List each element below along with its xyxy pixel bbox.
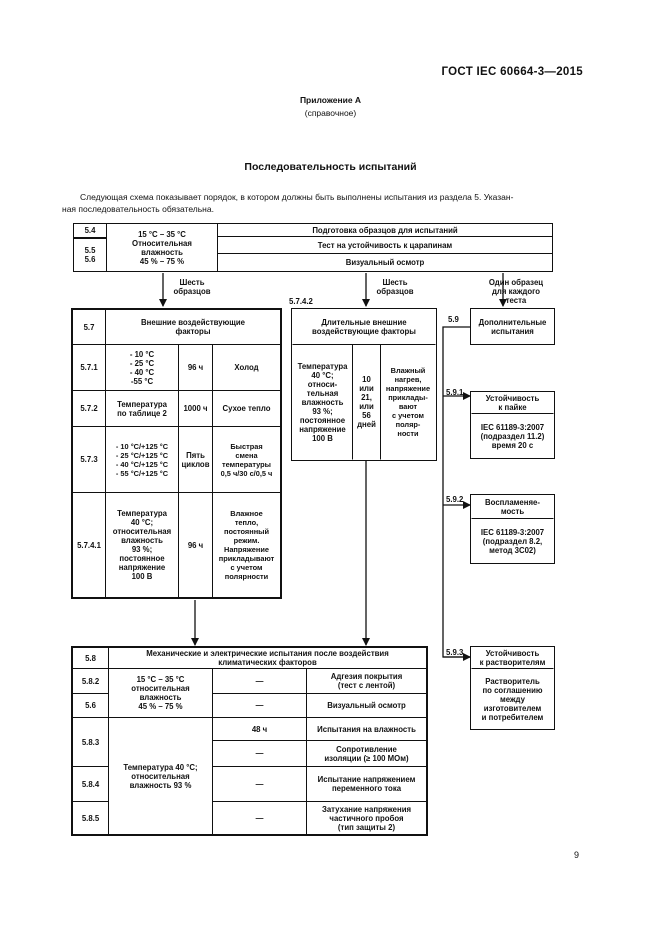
extra-item-body: [471, 414, 554, 458]
extra-item-clause: 5.9.2: [446, 495, 464, 504]
cond-line: - 10 °C/+125 °C: [115, 441, 169, 451]
name-line: переменного тока: [331, 784, 402, 793]
cond-line: -55 °C: [130, 376, 154, 386]
name-line: температуры: [222, 459, 271, 469]
env-title: [105, 309, 281, 345]
one-1: Один образец: [488, 278, 544, 287]
name-line: полярности: [224, 572, 269, 581]
item-title-line: мость: [500, 507, 525, 516]
env-row-duration: [178, 426, 213, 493]
mech-row-duration: —: [212, 801, 307, 835]
env-title-1: Внешние воздействующие: [141, 318, 245, 327]
branch-label-one-sample: [480, 278, 552, 305]
six-b-2: образцов: [376, 287, 414, 296]
top-cond-3: влажность: [141, 247, 183, 257]
long-duration: [352, 344, 381, 460]
cond-line: влажность: [301, 397, 344, 407]
mech-title-2: климатических факторов: [218, 658, 317, 667]
intro-line-1: Следующая схема показывает порядок, в котором должны быть выполнены испытания из раздела 5. Указан-: [80, 192, 514, 202]
item-body-line: Растворитель: [485, 676, 540, 686]
env-row-cond: [105, 492, 179, 598]
mech-row-name: [306, 801, 427, 835]
extra-title: [470, 308, 555, 345]
mech-row-clause: 5.8.4: [72, 766, 109, 802]
cond-line: Температура: [117, 509, 167, 518]
item-body-line: IEC 61189-3:2007: [480, 527, 545, 537]
section-title: Последовательность испытаний: [244, 161, 417, 173]
cond-line: по таблице 2: [117, 408, 167, 418]
cond-line: напряжение: [299, 424, 346, 434]
extra-item-clause: 5.9.3: [446, 648, 464, 657]
cond-line: 100 В: [131, 572, 153, 581]
extra-item-title: [471, 392, 554, 414]
name-line: вают: [398, 402, 418, 411]
cond-line: относительная: [131, 771, 190, 781]
name-line: Испытание напряжением: [317, 775, 416, 784]
env-row-name: [212, 426, 281, 493]
step-visual-inspection: Визуальный осмотр: [217, 253, 553, 272]
page-number: 9: [573, 850, 579, 860]
mech-cond-humid: [108, 717, 213, 835]
item-title-line: к растворителям: [479, 658, 546, 667]
item-title-line: Устойчивость: [485, 394, 540, 403]
cond-line: 93 %;: [131, 545, 153, 554]
mech-row-clause: 5.8.5: [72, 801, 109, 835]
long-title-1: Длительные внешние: [321, 318, 407, 327]
six-b-1: Шесть: [382, 278, 408, 287]
name-line: 0,5 ч/30 с/0,5 ч: [220, 468, 273, 478]
extra-title-1: Дополнительные: [478, 317, 547, 327]
env-row-cond: [105, 426, 179, 493]
mech-row-clause: 5.8.2: [72, 668, 109, 694]
item-body-line: по соглашению: [482, 685, 543, 695]
cond-line: относительная: [112, 527, 172, 536]
mech-row-name: [306, 766, 427, 802]
dur-line: дней: [357, 420, 376, 429]
env-row-clause: 5.7.3: [72, 426, 106, 493]
mech-title: [108, 647, 427, 669]
six-a-1: Шесть: [179, 278, 205, 287]
item-title-line: Воспламеняе-: [485, 498, 540, 507]
mech-row-clause: 5.8.3: [72, 717, 109, 767]
top-cond-1: 15 °C – 35 °C: [138, 229, 186, 239]
long-name: [380, 344, 436, 460]
cond-line: 40 °C;: [130, 518, 154, 527]
appendix-subtitle: (справочное): [304, 108, 357, 118]
mech-row-clause: 5.6: [72, 693, 109, 718]
name-line: Влажный: [390, 366, 426, 375]
one-2: для каждого: [491, 287, 540, 296]
clause-5-5: 5.5: [84, 246, 96, 255]
item-title-line: к пайке: [498, 403, 527, 412]
cond-line: влажность: [139, 693, 182, 702]
name-line: (тип защиты 2): [337, 822, 396, 832]
env-title-2: факторы: [175, 327, 211, 336]
item-body-line: IEC 61189-3:2007: [480, 422, 545, 432]
item-body-line: время 20 с: [491, 440, 534, 450]
item-body-line: и потребителем: [481, 712, 544, 722]
name-line: с учетом: [230, 563, 263, 572]
cond-line: относи-: [307, 379, 338, 389]
extra-item-body: [471, 519, 554, 563]
extra-clause: 5.9: [448, 315, 459, 324]
name-line: с учетом: [392, 411, 424, 420]
dur-line: Пять: [186, 450, 205, 460]
env-row-clause: 5.7.2: [72, 390, 106, 427]
cond-line: - 55 °C/+125 °C: [115, 468, 169, 478]
name-line: (тест с лентой): [337, 681, 396, 690]
name-line: Влажное: [230, 509, 263, 518]
mech-row-duration: —: [212, 740, 307, 767]
mech-row-duration: —: [212, 668, 307, 694]
env-row-clause: 5.7.4.1: [72, 492, 106, 598]
step-scratch-test: Тест на устойчивость к царапинам: [217, 236, 553, 254]
standard-designation: ГОСТ IEC 60664-3—2015: [441, 66, 583, 78]
mech-row-name: [306, 740, 427, 767]
dur-line: или: [359, 402, 374, 411]
name-line: Затухание напряжения: [321, 804, 412, 814]
cond-line: 15 °C – 35 °C: [136, 675, 185, 684]
appendix-title: Приложение А: [299, 95, 362, 105]
name-line: постоянный: [223, 527, 270, 536]
cond-line: - 10 °C: [129, 349, 155, 359]
long-cond: [292, 344, 353, 460]
name-line: поляр-: [395, 420, 421, 429]
cond-line: - 25 °C: [129, 358, 155, 368]
extra-bracket-line: [443, 327, 470, 657]
mech-row-duration: —: [212, 766, 307, 802]
cond-line: - 40 °C: [129, 367, 155, 377]
env-row-duration: 1000 ч: [178, 390, 213, 427]
cond-line: 40 °C;: [311, 370, 334, 380]
dur-line: или: [359, 384, 374, 393]
name-line: смена: [235, 450, 258, 460]
item-body-line: изготовителем: [483, 703, 542, 713]
extra-title-2: испытания: [491, 326, 534, 336]
cond-line: постоянное: [299, 415, 346, 425]
mech-cond-ambient: [108, 668, 213, 718]
name-line: прикладывают: [218, 554, 275, 563]
long-title-2: воздействующие факторы: [312, 327, 416, 336]
item-body-line: между: [500, 694, 525, 704]
name-line: Напряжение: [223, 545, 269, 554]
item-title-line: Устойчивость: [485, 649, 540, 658]
dur-line: 56: [362, 411, 371, 420]
cond-line: тельная: [306, 388, 339, 398]
env-row-clause: 5.7.1: [72, 344, 106, 391]
name-line: Адгезия покрытия: [330, 672, 403, 681]
name-line: режим.: [233, 536, 260, 545]
dur-line: циклов: [181, 459, 210, 469]
cond-line: постоянное: [119, 554, 165, 563]
cond-line: 100 В: [312, 433, 333, 443]
name-line: ности: [397, 429, 419, 438]
cond-line: Температура: [297, 361, 348, 371]
cond-line: влажность: [121, 536, 163, 545]
name-line: приклады-: [388, 393, 428, 402]
mech-clause: 5.8: [72, 647, 109, 669]
cond-line: влажность 93 %: [129, 780, 192, 790]
cond-line: Температура: [117, 399, 167, 409]
name-line: изоляции (≥ 100 МОм): [324, 753, 409, 763]
cond-line: - 40 °C/+125 °C: [115, 459, 169, 469]
cond-line: 93 %;: [312, 406, 333, 416]
clause-5-6: 5.6: [84, 255, 96, 264]
env-row-name: [212, 492, 281, 598]
branch-label-six-a: [170, 278, 214, 296]
step-prepare-samples: Подготовка образцов для испытаний: [217, 223, 553, 237]
mech-row-name: Визуальный осмотр: [306, 693, 427, 718]
cond-line: 45 % – 75 %: [138, 702, 183, 711]
name-line: Сопротивление: [336, 744, 397, 754]
extra-item-body: [471, 669, 554, 729]
env-row-name: Сухое тепло: [212, 390, 281, 427]
mech-row-name: Испытания на влажность: [306, 717, 427, 741]
extra-item-clause: 5.9.1: [446, 388, 464, 397]
env-row-cond: [105, 390, 179, 427]
extra-item-title: [471, 647, 554, 669]
mech-title-1: Механические и электрические испытания после воздействия: [146, 649, 389, 658]
clause-5-7-4-2: 5.7.4.2: [289, 297, 313, 306]
mech-row-duration: —: [212, 693, 307, 718]
dur-line: 21,: [361, 393, 372, 402]
cond-line: - 25 °C/+125 °C: [115, 450, 169, 460]
intro-line-2: ная последовательность обязательна.: [62, 204, 214, 214]
top-cond-2: Относительная: [132, 238, 192, 248]
env-row-cond: [105, 344, 179, 391]
env-row-duration: 96 ч: [178, 492, 213, 598]
env-clause: 5.7: [72, 309, 106, 345]
extra-item-title: [471, 495, 554, 519]
mech-row-duration: 48 ч: [212, 717, 307, 741]
name-line: тепло,: [234, 518, 259, 527]
branch-label-six-b: [373, 278, 417, 296]
name-line: частичного пробоя: [329, 813, 404, 823]
cond-line: напряжение: [118, 563, 166, 572]
cond-line: Температура 40 °C;: [123, 762, 198, 772]
dur-line: 10: [362, 375, 371, 384]
item-body-line: (подраздел 8.2,: [482, 536, 543, 546]
cond-line: относительная: [131, 684, 190, 693]
top-cond-4: 45 % – 75 %: [139, 256, 185, 266]
env-row-duration: 96 ч: [178, 344, 213, 391]
env-row-name: Холод: [212, 344, 281, 391]
clause-5-4: 5.4: [73, 223, 107, 238]
clause-5-5-5-6: [73, 238, 107, 272]
mech-row-name: [306, 668, 427, 694]
six-a-2: образцов: [173, 287, 211, 296]
name-line: напряжение: [385, 384, 431, 393]
item-body-line: метод 3C02): [489, 545, 536, 555]
long-title: [292, 309, 436, 345]
top-conditions: [106, 223, 218, 272]
name-line: нагрев,: [394, 375, 422, 384]
item-body-line: (подраздел 11.2): [480, 431, 545, 441]
name-line: Быстрая: [230, 441, 263, 451]
one-3: теста: [505, 296, 527, 305]
